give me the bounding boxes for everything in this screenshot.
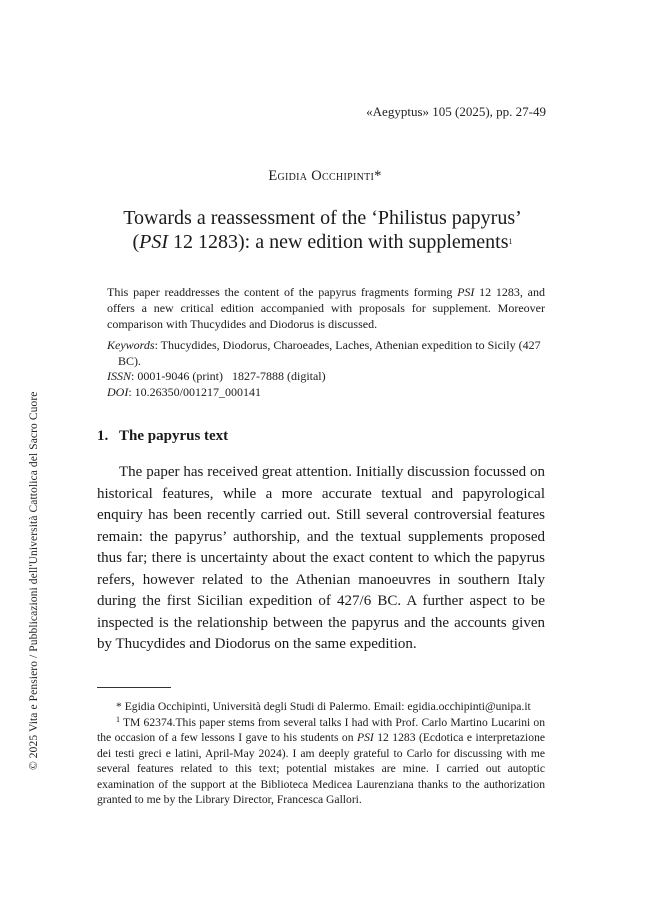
abstract-text-before: This paper readdresses the content of the papyrus fragments forming (107, 285, 458, 299)
keywords-line (107, 338, 545, 369)
footnote-separator (97, 687, 171, 688)
side-copyright-notice: © 2025 Vita e Pensiero / Pubblicazioni dell'Università Cattolica del Sacro Cuore (28, 391, 40, 770)
keywords-text: : Thucydides, Diodorus, Charoeades, Laches, Athenian expedition to Sicily (427 BC). (118, 338, 541, 368)
footnote-1 (97, 715, 545, 808)
footnote-1-text-after: 12 1283 (Ecdotica e interpretazione dei testi greci e latini, April-May 2024). I am deeply grateful to Carlo for discussing with me several features related to this text; potential mistakes are mine. I carried out autoptic examination of the support at the Biblioteca Medicea Laurenziana thanks to the authorization granted to me by the Library Director, Francesca Gallori. (97, 731, 546, 806)
body-paragraph: The paper has received great attention. Initially discussion focussed on historical features, while a more accurate textual and papyrological enquiry has been recently carried out. Still several controversial features remain: the papyrus’ authorship, and the textual supplements proposed thus far; there is uncertainty about the exact content to which the papyrus refers, however related to the Athenian manoeuvres in southern Italy during the first Sicilian expedition of 427/6 BC. A further aspect to be inspected is the relationship between the papyrus and the accounts given by Thucydides and Diodorus on the same expedition. (97, 464, 545, 652)
issn-line (107, 369, 545, 385)
footnote-1-marker: 1 (116, 714, 120, 724)
title-open-paren: ( (132, 231, 140, 253)
footnote-author: * Egidia Occhipinti, Università degli Studi di Palermo. Email: egidia.occhipinti@unipa.it (116, 700, 531, 713)
section-title: The papyrus text (119, 428, 229, 444)
journal-reference: «Aegyptus» 105 (2025), pp. 27-49 (366, 104, 546, 119)
doi-text: : 10.26350/001217_000141 (128, 384, 261, 399)
issn-label: ISSN (107, 369, 131, 383)
article-metadata (107, 338, 545, 400)
title-line-2 (100, 230, 545, 254)
author-name: Egidia Occhipinti* (268, 168, 382, 184)
issn-text: : 0001-9046 (print) 1827-7888 (digital) (131, 369, 326, 383)
footnotes (97, 699, 545, 808)
footnote-1-psi: PSI (357, 731, 374, 744)
abstract-text-after: 12 1283, and offers a new critical edition accompanied with proposals for supplement. Moreover comparison with Thucydides and Diodorus is discussed. (107, 285, 546, 331)
abstract-psi: PSI (457, 285, 475, 299)
doi-label: DOI (107, 384, 129, 399)
keywords-label: Keywords (107, 338, 155, 352)
abstract (107, 284, 545, 332)
paper-title (100, 206, 545, 254)
footnote-1-text-before: TM 62374.This paper stems from several talks I had with Prof. Carlo Martino Lucarini on the occasion of a few lessons I gave to his students on (97, 715, 545, 744)
section-number: 1. (97, 428, 109, 444)
title-line-1: Towards a reassessment of the ‘Philistus papyrus’ (123, 207, 522, 229)
title-line-2-rest: 12 1283): a new edition with supplements (168, 231, 509, 253)
section-heading (97, 428, 228, 445)
title-footnote-marker: 1 (508, 237, 513, 246)
doi-line (107, 385, 545, 401)
title-psi: PSI (139, 231, 169, 253)
